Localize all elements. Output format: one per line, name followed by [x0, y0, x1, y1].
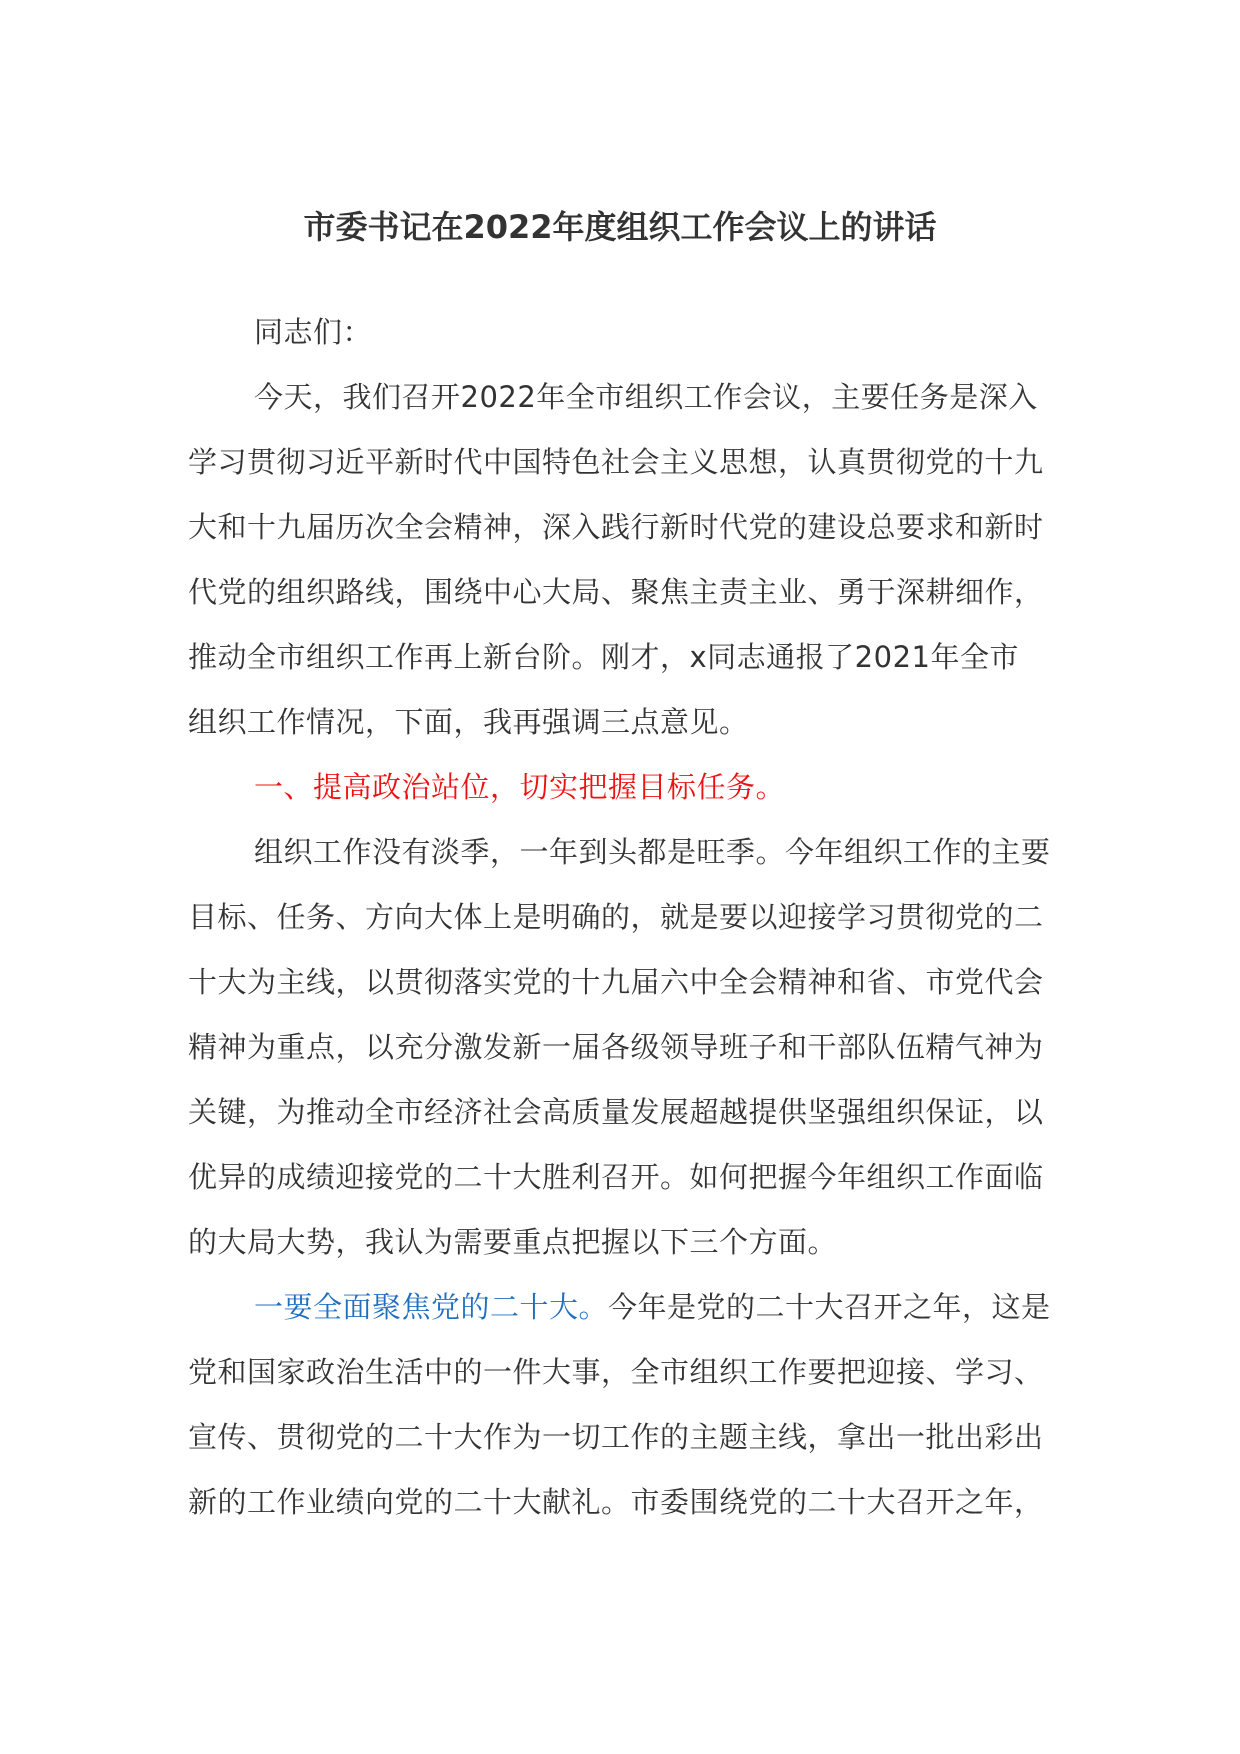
- paragraph-line: [188, 1275, 1051, 1340]
- paragraph-text: 今年是党的二十大召开之年，这是: [608, 1290, 1051, 1324]
- document-title: 市委书记在2022年度组织工作会议上的讲话: [303, 208, 937, 246]
- paragraph-line: 推动全市组织工作再上新台阶。刚才，x同志通报了2021年全市: [188, 640, 1019, 674]
- paragraph-line: 党和国家政治生活中的一件大事，全市组织工作要把迎接、学习、: [188, 1355, 1044, 1389]
- paragraph-line: 精神为重点，以充分激发新一届各级领导班子和干部队伍精气神为: [188, 1030, 1044, 1064]
- paragraph-line: 优异的成绩迎接党的二十大胜利召开。如何把握今年组织工作面临: [188, 1160, 1044, 1194]
- paragraph-line: 的大局大势，我认为需要重点把握以下三个方面。: [188, 1225, 838, 1259]
- paragraph-2: [188, 820, 1051, 1275]
- greeting: 同志们：: [254, 315, 373, 349]
- paragraph-line: 宣传、贯彻党的二十大作为一切工作的主题主线，拿出一批出彩出: [188, 1420, 1044, 1454]
- paragraph-line: 今天，我们召开2022年全市组织工作会议，主要任务是深入: [254, 380, 1038, 414]
- paragraph-line: 代党的组织路线，围绕中心大局、聚焦主责主业、勇于深耕细作，: [188, 575, 1044, 609]
- section-heading: 一、提高政治站位，切实把握目标任务。: [254, 770, 786, 804]
- paragraph-line: 目标、任务、方向大体上是明确的，就是要以迎接学习贯彻党的二: [188, 900, 1044, 934]
- paragraph-line: 组织工作没有淡季，一年到头都是旺季。今年组织工作的主要: [254, 835, 1051, 869]
- paragraph-3: [188, 1275, 1051, 1535]
- paragraph-line: 大和十九届历次全会精神，深入践行新时代党的建设总要求和新时: [188, 510, 1044, 544]
- paragraph-1: [188, 365, 1048, 755]
- sub-point-highlight: 一要全面聚焦党的二十大。: [254, 1290, 609, 1324]
- paragraph-line: 组织工作情况，下面，我再强调三点意见。: [188, 705, 749, 739]
- paragraph-line: 新的工作业绩向党的二十大献礼。市委围绕党的二十大召开之年，: [188, 1485, 1044, 1519]
- paragraph-line: 学习贯彻习近平新时代中国特色社会主义思想，认真贯彻党的十九: [188, 445, 1044, 479]
- paragraph-line: 十大为主线，以贯彻落实党的十九届六中全会精神和省、市党代会: [188, 965, 1044, 999]
- paragraph-line: 关键，为推动全市经济社会高质量发展超越提供坚强组织保证，以: [188, 1095, 1044, 1129]
- document-body: [188, 300, 1051, 1535]
